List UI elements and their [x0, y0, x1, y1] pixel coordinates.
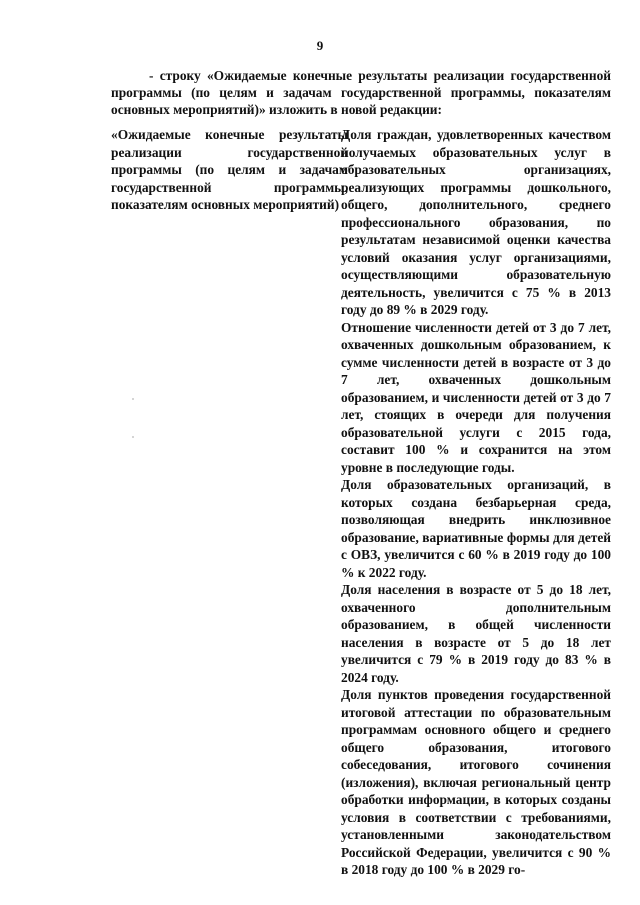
result-paragraph-2: Отношение численности детей от 3 до 7 лет, охваченных дошкольным образованием, к сумме численности детей в возрасте от 3 до 7 лет, охваченных дошкольным образованием, и численности детей от 3 до 7 лет, стоящих в очереди для получения образовательной услуги с 2015 года, составит 100 % и сохранится на этом уровне в последующие годы.	[341, 319, 611, 475]
result-paragraph-3: Доля образовательных организаций, в которых создана безбарьерная среда, позволяющая внедрить инклюзивное образование, вариативные формы для детей с ОВЗ, увеличится с 60 % в 2019 году до 100 % к 2022 году.	[341, 477, 611, 580]
result-paragraph-4: Доля населения в возрасте от 5 до 18 лет, охваченного дополнительным образованием, в общей численности населения в возрасте от 5 до 18 лет увеличится с 79 % в 2019 году до 83 % в 2024 году.	[341, 582, 611, 685]
page-number: 9	[316, 38, 324, 53]
scan-speck	[132, 436, 134, 438]
table-right-cell	[341, 126, 611, 879]
result-paragraph-5: Доля пунктов проведения государственной итоговой аттестации по образовательным программам основного общего и среднего общего образования, итогового собеседования, итогового сочинения (изложения), включая региональный центр обработки информации, в которых созданы условия в соответствии с требованиями, установленными законодательством Российской Федерации, увеличится с 90 % в 2018 году до 100 % в 2029 го-	[341, 687, 611, 877]
scan-speck	[132, 398, 134, 400]
table-left-cell: «Ожидаемые конечные результаты реализации государственной программы (по целям и задачам государственной программы, показателям основных мероприятий)	[111, 127, 348, 212]
intro-paragraph: - строку «Ожидаемые конечные результаты реализации государственной программы (по целям и задачам государственной программы, показателям основных мероприятий)» изложить в новой редакции:	[111, 68, 611, 117]
result-paragraph-1: Доля граждан, удовлетворенных качеством получаемых образовательных услуг в образовательных организациях, реализующих программы дошкольного, общего, дополнительного, среднего профессионального образования, по результатам независимой оценки качества условий оказания услуг организациями, осуществляющими образовательную деятельность, увеличится с 75 % в 2013 году до 89 % в 2029 году.	[341, 127, 611, 317]
